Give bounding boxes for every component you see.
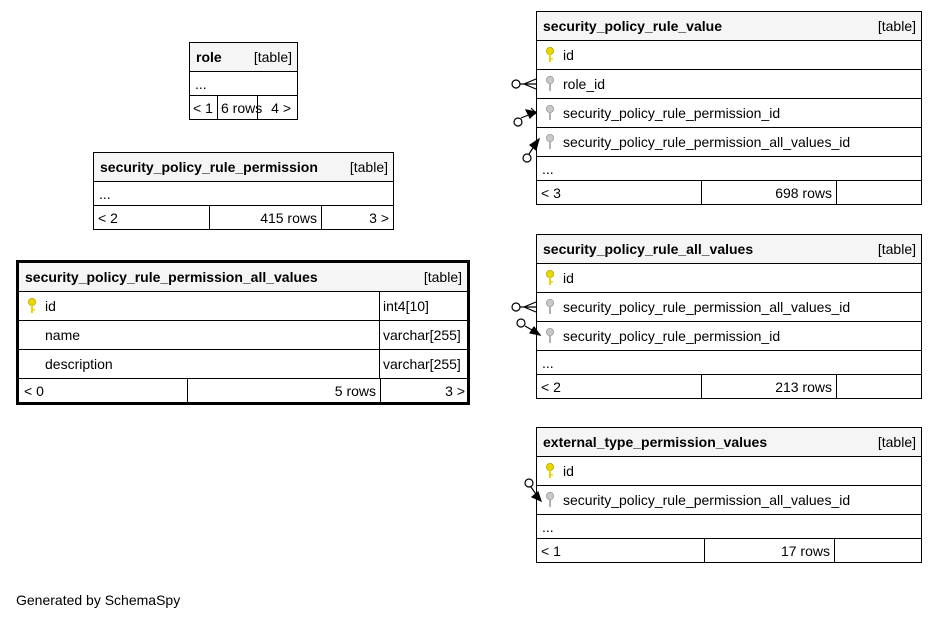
children-count[interactable]: 3 > — [445, 383, 465, 399]
column-type: varchar[255] — [379, 321, 467, 349]
row-count: 6 rows — [217, 96, 258, 119]
column-name: security_policy_rule_permission_all_values_id — [563, 299, 851, 315]
table-name: security_policy_rule_value — [543, 18, 722, 34]
generated-by-footer: Generated by SchemaSpy — [16, 592, 181, 608]
column-name: security_policy_rule_permission_id — [563, 328, 781, 344]
column-name: description — [45, 356, 113, 372]
table-name: security_policy_rule_all_values — [543, 241, 754, 257]
column-name: security_policy_rule_permission_all_values_id — [563, 492, 851, 508]
column-name: security_policy_rule_permission_id — [563, 105, 781, 121]
children-count[interactable]: 3 > — [369, 210, 389, 226]
table-name: security_policy_rule_permission_all_values — [25, 269, 318, 285]
relationship-marker-permission-id — [514, 108, 536, 126]
table-type-tag: [table] — [423, 269, 462, 285]
table-type-tag: [table] — [349, 159, 388, 175]
ellipsis-row: ... — [190, 72, 297, 96]
column-type: int4[10] — [379, 292, 467, 320]
ellipsis-row: ... — [537, 515, 921, 539]
table-type-tag: [table] — [877, 241, 916, 257]
column-name: id — [563, 270, 574, 286]
table-type-tag: [table] — [877, 434, 916, 450]
column-type: varchar[255] — [379, 350, 467, 378]
ellipsis-row: ... — [94, 182, 393, 206]
row-count: 213 rows — [701, 375, 837, 398]
table-name: external_type_permission_values — [543, 434, 768, 450]
relationship-marker-permission-id-2 — [517, 319, 540, 335]
relationship-marker-role-id — [512, 79, 536, 89]
table-name: role — [196, 49, 222, 65]
table-type-tag: [table] — [253, 49, 292, 65]
table-type-tag: [table] — [877, 18, 916, 34]
column-name: role_id — [563, 76, 606, 92]
parents-count[interactable]: < 2 — [541, 379, 561, 395]
table-name: security_policy_rule_permission — [100, 159, 318, 175]
relationship-marker-external-all-values-id — [525, 479, 541, 501]
ellipsis-row: ... — [537, 351, 921, 375]
relationship-marker-all-values-id — [523, 139, 539, 162]
ellipsis-row: ... — [537, 157, 921, 181]
parents-count[interactable]: < 0 — [24, 383, 44, 399]
column-name: id — [563, 47, 574, 63]
parents-count[interactable]: < 2 — [98, 210, 118, 226]
column-name: id — [563, 463, 574, 479]
column-name: name — [45, 327, 81, 343]
relationship-marker-all-values-id-2 — [512, 302, 536, 312]
column-name: security_policy_rule_permission_all_values_id — [563, 134, 851, 150]
column-name: id — [45, 298, 56, 314]
row-count: 17 rows — [704, 539, 835, 562]
parents-count[interactable]: < 3 — [541, 185, 561, 201]
children-count[interactable]: 4 > — [271, 100, 291, 116]
row-count: 698 rows — [701, 181, 837, 204]
row-count: 5 rows — [187, 379, 381, 402]
parents-count[interactable]: < 1 — [541, 543, 561, 559]
parents-count[interactable]: < 1 — [193, 100, 213, 116]
row-count: 415 rows — [209, 206, 322, 229]
